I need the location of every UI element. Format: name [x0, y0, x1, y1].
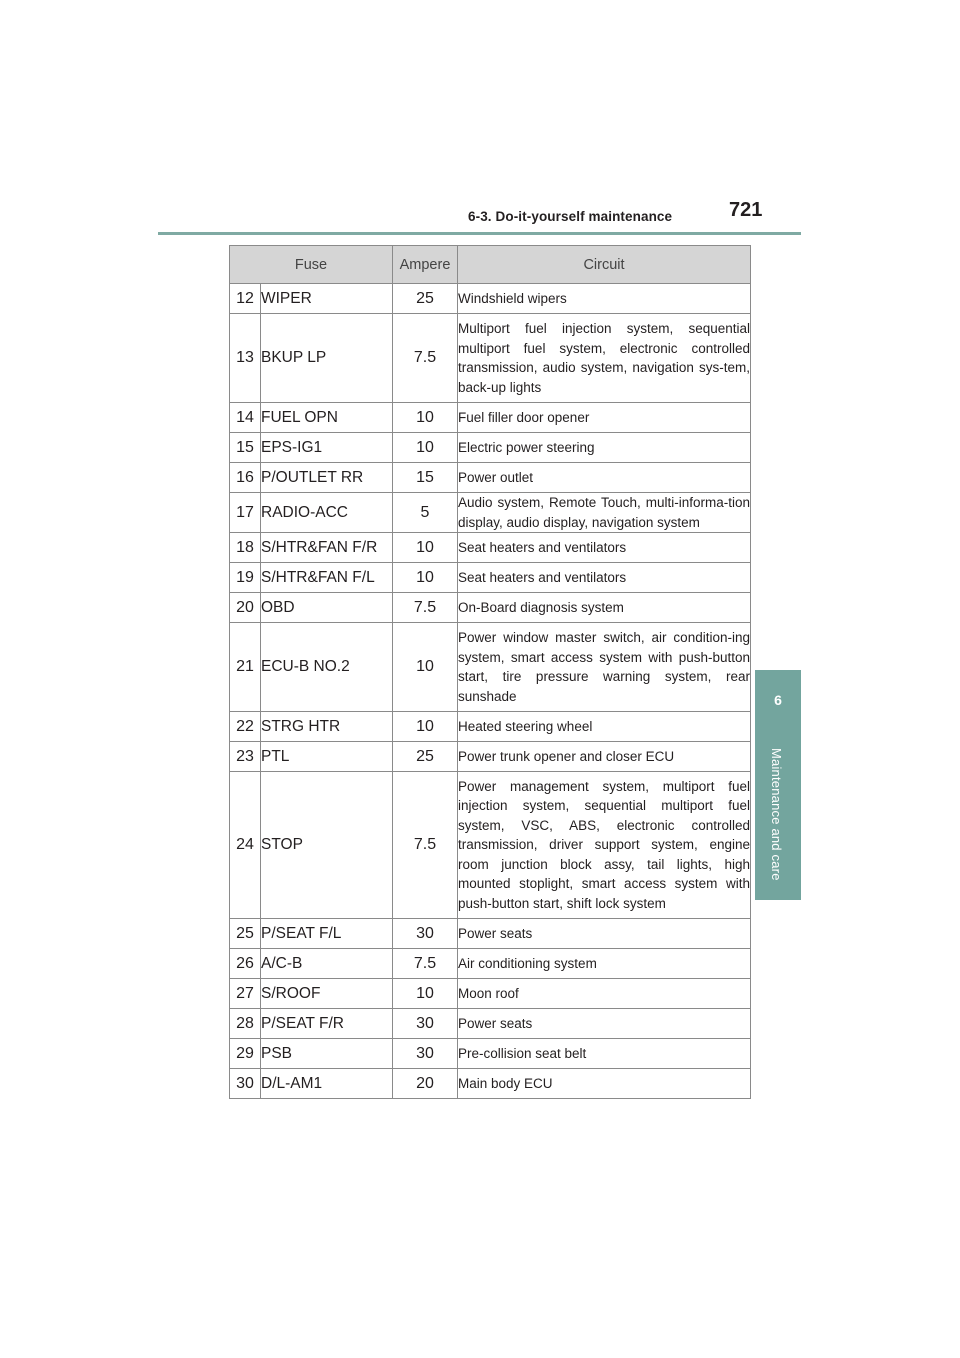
table-row [230, 1069, 751, 1099]
fuse-name: P/SEAT F/L [261, 919, 393, 949]
fuse-name: A/C-B [261, 949, 393, 979]
fuse-number: 28 [230, 1009, 261, 1039]
table-row [230, 742, 751, 772]
fuse-number: 25 [230, 919, 261, 949]
fuse-ampere: 15 [393, 463, 458, 493]
fuse-ampere: 10 [393, 979, 458, 1009]
table-row [230, 1009, 751, 1039]
table-row [230, 772, 751, 919]
column-header-ampere: Ampere [393, 246, 458, 284]
fuse-ampere: 7.5 [393, 772, 458, 919]
fuse-circuit: Windshield wipers [458, 284, 751, 314]
fuse-circuit: Air conditioning system [458, 949, 751, 979]
fuse-number: 27 [230, 979, 261, 1009]
table-row [230, 403, 751, 433]
table-row [230, 284, 751, 314]
fuse-number: 18 [230, 533, 261, 563]
fuse-ampere: 10 [393, 433, 458, 463]
section-title: 6-3. Do-it-yourself maintenance [468, 209, 673, 224]
fuse-number: 17 [230, 493, 261, 533]
fuse-circuit: Electric power steering [458, 433, 751, 463]
fuse-name: OBD [261, 593, 393, 623]
fuse-name: BKUP LP [261, 314, 393, 403]
table-header-row [230, 246, 751, 284]
fuse-ampere: 30 [393, 1039, 458, 1069]
fuse-number: 29 [230, 1039, 261, 1069]
fuse-number: 15 [230, 433, 261, 463]
fuse-number: 12 [230, 284, 261, 314]
fuse-name: FUEL OPN [261, 403, 393, 433]
fuse-number: 26 [230, 949, 261, 979]
table-row [230, 712, 751, 742]
fuse-circuit: Power trunk opener and closer ECU [458, 742, 751, 772]
fuse-circuit: Power seats [458, 919, 751, 949]
fuse-circuit: Audio system, Remote Touch, multi-informa-tion display, audio display, navigation system [458, 493, 751, 533]
fuse-name: EPS-IG1 [261, 433, 393, 463]
fuse-circuit: Multiport fuel injection system, sequential multiport fuel system, electronic controlled transmission, audio system, navigation sys-tem, back-up lights [458, 314, 751, 403]
fuse-ampere: 10 [393, 533, 458, 563]
table-row [230, 919, 751, 949]
column-header-fuse: Fuse [230, 246, 393, 284]
fuse-number: 20 [230, 593, 261, 623]
fuse-ampere: 10 [393, 563, 458, 593]
fuse-circuit: Fuel filler door opener [458, 403, 751, 433]
fuse-ampere: 7.5 [393, 949, 458, 979]
table-row [230, 979, 751, 1009]
fuse-number: 30 [230, 1069, 261, 1099]
table-row [230, 433, 751, 463]
fuse-circuit: On-Board diagnosis system [458, 593, 751, 623]
fuse-number: 24 [230, 772, 261, 919]
chapter-tab [755, 670, 801, 900]
table-row [230, 463, 751, 493]
fuse-table [229, 245, 751, 1099]
table-row [230, 314, 751, 403]
fuse-ampere: 25 [393, 284, 458, 314]
fuse-ampere: 7.5 [393, 314, 458, 403]
fuse-number: 13 [230, 314, 261, 403]
fuse-name: S/HTR&FAN F/L [261, 563, 393, 593]
fuse-circuit: Power window master switch, air condition-ing system, smart access system with push-button start, tire pressure warning system, rear sunshade [458, 623, 751, 712]
fuse-ampere: 20 [393, 1069, 458, 1099]
fuse-name: S/ROOF [261, 979, 393, 1009]
table-row [230, 623, 751, 712]
table-row [230, 563, 751, 593]
fuse-circuit: Power seats [458, 1009, 751, 1039]
fuse-name: WIPER [261, 284, 393, 314]
table-row [230, 1039, 751, 1069]
fuse-ampere: 10 [393, 403, 458, 433]
fuse-ampere: 10 [393, 623, 458, 712]
fuse-name: PTL [261, 742, 393, 772]
page-number: 721 [729, 199, 763, 221]
header-rule [158, 232, 801, 235]
fuse-number: 16 [230, 463, 261, 493]
fuse-circuit: Power outlet [458, 463, 751, 493]
fuse-name: STOP [261, 772, 393, 919]
fuse-circuit: Pre-collision seat belt [458, 1039, 751, 1069]
fuse-number: 19 [230, 563, 261, 593]
fuse-circuit: Seat heaters and ventilators [458, 533, 751, 563]
fuse-ampere: 30 [393, 919, 458, 949]
fuse-ampere: 7.5 [393, 593, 458, 623]
fuse-circuit: Power management system, multiport fuel injection system, sequential multiport fuel system, VSC, ABS, electronic controlled transmission, driver support system, engine room junction block assy, tail lights, high mounted stoplight, smart access system with push-button start, shift lock system [458, 772, 751, 919]
fuse-name: STRG HTR [261, 712, 393, 742]
fuse-ampere: 10 [393, 712, 458, 742]
table-row [230, 949, 751, 979]
chapter-number: 6 [774, 692, 782, 708]
fuse-table-body [230, 284, 751, 1099]
table-row [230, 493, 751, 533]
fuse-name: P/SEAT F/R [261, 1009, 393, 1039]
fuse-number: 23 [230, 742, 261, 772]
fuse-circuit: Seat heaters and ventilators [458, 563, 751, 593]
fuse-name: RADIO-ACC [261, 493, 393, 533]
fuse-name: S/HTR&FAN F/R [261, 533, 393, 563]
fuse-ampere: 5 [393, 493, 458, 533]
fuse-number: 21 [230, 623, 261, 712]
fuse-ampere: 30 [393, 1009, 458, 1039]
fuse-number: 22 [230, 712, 261, 742]
chapter-label: Maintenance and care [769, 748, 784, 881]
fuse-circuit: Main body ECU [458, 1069, 751, 1099]
table-row [230, 533, 751, 563]
fuse-name: D/L-AM1 [261, 1069, 393, 1099]
fuse-circuit: Heated steering wheel [458, 712, 751, 742]
fuse-name: ECU-B NO.2 [261, 623, 393, 712]
fuse-circuit: Moon roof [458, 979, 751, 1009]
column-header-circuit: Circuit [458, 246, 751, 284]
fuse-name: P/OUTLET RR [261, 463, 393, 493]
fuse-number: 14 [230, 403, 261, 433]
fuse-ampere: 25 [393, 742, 458, 772]
table-row [230, 593, 751, 623]
fuse-name: PSB [261, 1039, 393, 1069]
